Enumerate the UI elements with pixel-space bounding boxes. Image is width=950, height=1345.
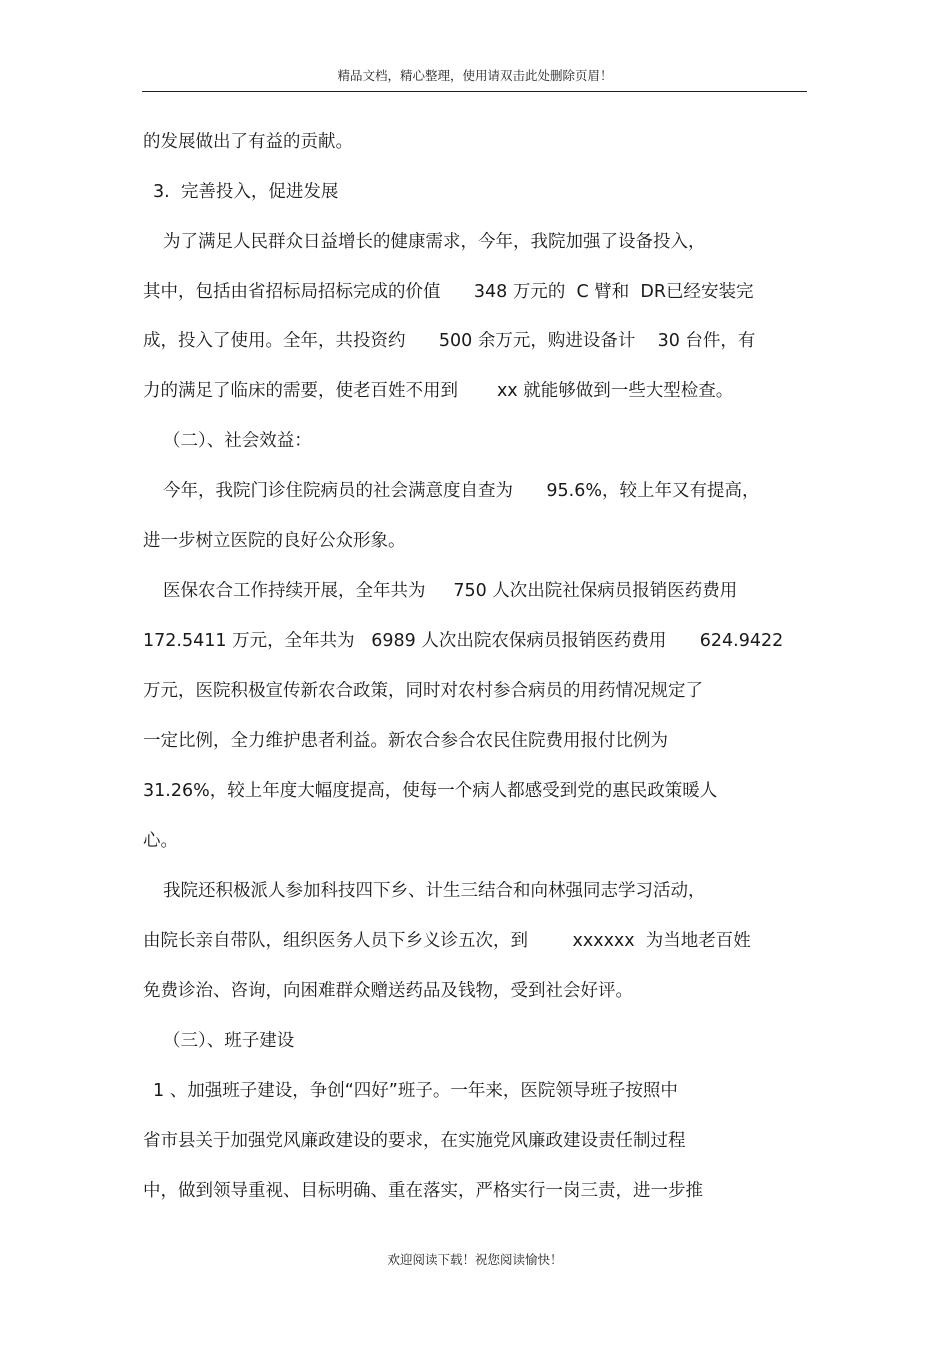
body-line: 为了满足人民群众日益增长的健康需求，今年，我院加强了设备投入， bbox=[163, 232, 706, 252]
body-line: 172.5411 万元，全年共为 6989 人次出院农保病员报销医药费用 624.9422 bbox=[143, 631, 784, 651]
body-line: 31.26%，较上年度大幅度提高，使每一个病人都感受到党的惠民政策暖人 bbox=[143, 781, 718, 801]
body-line: 我院还积极派人参加科技四下乡、计生三结合和向林强同志学习活动， bbox=[163, 881, 706, 901]
body-line: 进一步树立医院的良好公众形象。 bbox=[143, 531, 406, 551]
body-line: 心。 bbox=[143, 831, 178, 851]
body-line: 省市县关于加强党风廉政建设的要求，在实施党风廉政建设责任制过程 bbox=[143, 1131, 686, 1151]
header-divider bbox=[142, 91, 807, 92]
body-line: 由院长亲自带队，组织医务人员下乡义诊五次，到 xxxxxx 为当地老百姓 bbox=[143, 931, 751, 951]
body-line: 的发展做出了有益的贡献。 bbox=[143, 132, 353, 152]
body-line: 一定比例，全力维护患者利益。新农合参合农民住院费用报付比例为 bbox=[143, 731, 668, 751]
body-line: 力的满足了临床的需要，使老百姓不用到 xx 就能够做到一些大型检查。 bbox=[143, 381, 734, 401]
body-line: 其中，包括由省招标局招标完成的价值 348 万元的 C 臂和 DR已经安装完 bbox=[143, 282, 754, 302]
body-line: 中，做到领导重视、目标明确、重在落实，严格实行一岗三责，进一步推 bbox=[143, 1181, 703, 1201]
body-line: 成，投入了使用。全年，共投资约 500 余万元，购进设备计 30 台件，有 bbox=[143, 331, 756, 351]
section-heading: （二）、社会效益： bbox=[163, 431, 312, 451]
body-line: 今年，我院门诊住院病员的社会满意度自查为 95.6%，较上年又有提高， bbox=[163, 481, 760, 501]
page-header: 精品文档，精心整理，使用请双击此处删除页眉！ bbox=[337, 68, 613, 83]
body-line: 万元，医院积极宣传新农合政策，同时对农村参合病员的用药情况规定了 bbox=[143, 681, 703, 701]
body-line: 免费诊治、咨询，向困难群众赠送药品及钱物，受到社会好评。 bbox=[143, 981, 633, 1001]
section-heading: （三）、班子建设 bbox=[163, 1031, 295, 1051]
body-line: 医保农合工作持续开展，全年共为 750 人次出院社保病员报销医药费用 bbox=[163, 581, 738, 601]
page-footer: 欢迎阅读下载！祝您阅读愉快！ bbox=[387, 1252, 563, 1267]
section-heading: 3. 完善投入，促进发展 bbox=[153, 182, 339, 202]
body-line: 1 、加强班子建设，争创“四好”班子。一年来，医院领导班子按照中 bbox=[153, 1081, 678, 1101]
